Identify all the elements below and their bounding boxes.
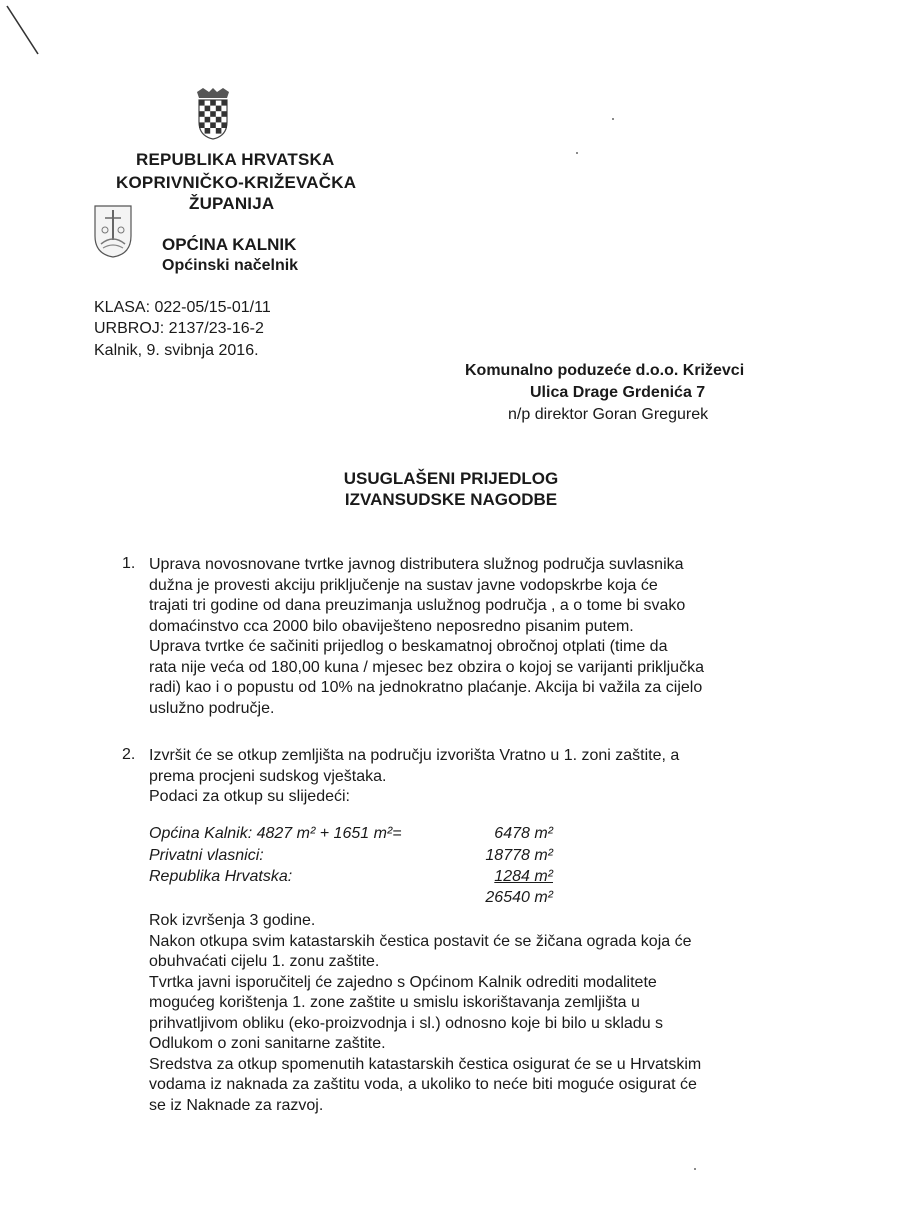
- table-row-label: Općina Kalnik: 4827 m² + 1651 m²=: [149, 825, 402, 842]
- item1-number: 1.: [122, 555, 136, 572]
- county-coat-of-arms-icon: [93, 204, 133, 258]
- office-subtitle: Općinski načelnik: [162, 257, 299, 274]
- table-total-value: 26540 m²: [485, 889, 553, 906]
- text-line: Odlukom o zoni sanitarne zaštite.: [149, 1035, 386, 1052]
- item1-text: [149, 555, 704, 719]
- text-line: se iz Naknade za razvoj.: [149, 1096, 324, 1114]
- scan-speck: [576, 152, 578, 154]
- text-line: Rok izvršenja 3 godine.: [149, 912, 316, 929]
- table-row-label: Republika Hrvatska:: [149, 868, 293, 885]
- document-date: Kalnik, 9. svibnja 2016.: [94, 342, 259, 359]
- text-line: prihvatljivom obliku (eko-proizvodnja i sl.) odnosno koje bi bilo u skladu s: [149, 1014, 664, 1032]
- item2-text-a: [149, 746, 679, 808]
- text-line: vodama iz naknada za zaštitu voda, a ukoliko to neće biti moguće osigurat će: [149, 1076, 697, 1093]
- text-line: Podaci za otkup su slijedeći:: [149, 788, 350, 805]
- text-line: radi) kao i o popustu od 10% na jednokratno plaćanje. Akcija bi važila za cijelo: [149, 679, 703, 696]
- table-row-label: Privatni vlasnici:: [149, 847, 264, 864]
- header-country: REPUBLIKA HRVATSKA: [136, 150, 335, 169]
- text-line: domaćinstvo cca 2000 bilo obaviješteno neposredno pisanim putem.: [149, 617, 634, 635]
- table-row-value: 6478 m²: [494, 825, 553, 842]
- office-name: OPĆINA KALNIK: [162, 235, 297, 254]
- scan-mark: [4, 4, 44, 64]
- klasa: KLASA: 022-05/15-01/11: [94, 299, 271, 316]
- urbroj: URBROJ: 2137/23-16-2: [94, 320, 264, 337]
- text-line: Uprava novosnovane tvrtke javnog distributera služnog područja suvlasnika: [149, 556, 684, 573]
- table-row-value: 18778 m²: [485, 847, 553, 864]
- header-county: KOPRIVNIČKO-KRIŽEVAČKA: [116, 173, 357, 192]
- text-line: Nakon otkupa svim katastarskih čestica postavit će se žičana ograda koja će: [149, 932, 692, 950]
- text-line: uslužno područje.: [149, 699, 275, 717]
- text-line: dužna je provesti akciju priključenje na sustav javne vodopskrbe koja će: [149, 576, 658, 594]
- doc-title-line2: IZVANSUDSKE NAGODBE: [344, 490, 558, 509]
- table-row-value: 1284 m²: [494, 868, 553, 885]
- header-county-suffix: ŽUPANIJA: [189, 194, 275, 213]
- item2-number: 2.: [122, 746, 136, 763]
- text-line: trajati tri godine od dana preuzimanja uslužnog područja , a o tome bi svako: [149, 597, 686, 614]
- croatia-coat-of-arms-icon: [193, 88, 233, 140]
- recipient-name: Komunalno poduzeće d.o.o. Križevci: [465, 362, 745, 379]
- text-line: Tvrtka javni isporučitelj će zajedno s Općinom Kalnik odrediti modalitete: [149, 973, 657, 991]
- doc-title-line1: USUGLAŠENI PRIJEDLOG: [343, 469, 559, 488]
- scan-speck: [612, 118, 614, 120]
- text-line: mogućeg korištenja 1. zone zaštite u smislu iskorištavanja zemljišta u: [149, 994, 640, 1011]
- text-line: prema procjeni sudskog vještaka.: [149, 767, 387, 785]
- text-line: rata nije veća od 180,00 kuna / mjesec bez obzira o kojoj se varijanti priključka: [149, 658, 704, 676]
- recipient-attn: n/p direktor Goran Gregurek: [508, 406, 709, 423]
- scan-speck: [694, 1168, 696, 1170]
- recipient-address: Ulica Drage Grdenića 7: [530, 384, 706, 401]
- text-line: Sredstva za otkup spomenutih katastarskih čestica osigurat će se u Hrvatskim: [149, 1055, 702, 1073]
- text-line: Izvršit će se otkup zemljišta na području izvorišta Vratno u 1. zoni zaštite, a: [149, 747, 680, 764]
- text-line: obuhvaćati cijelu 1. zonu zaštite.: [149, 953, 380, 970]
- item2-text-b: [149, 911, 701, 1116]
- text-line: Uprava tvrtke će sačiniti prijedlog o beskamatnoj obročnoj otplati (time da: [149, 638, 668, 655]
